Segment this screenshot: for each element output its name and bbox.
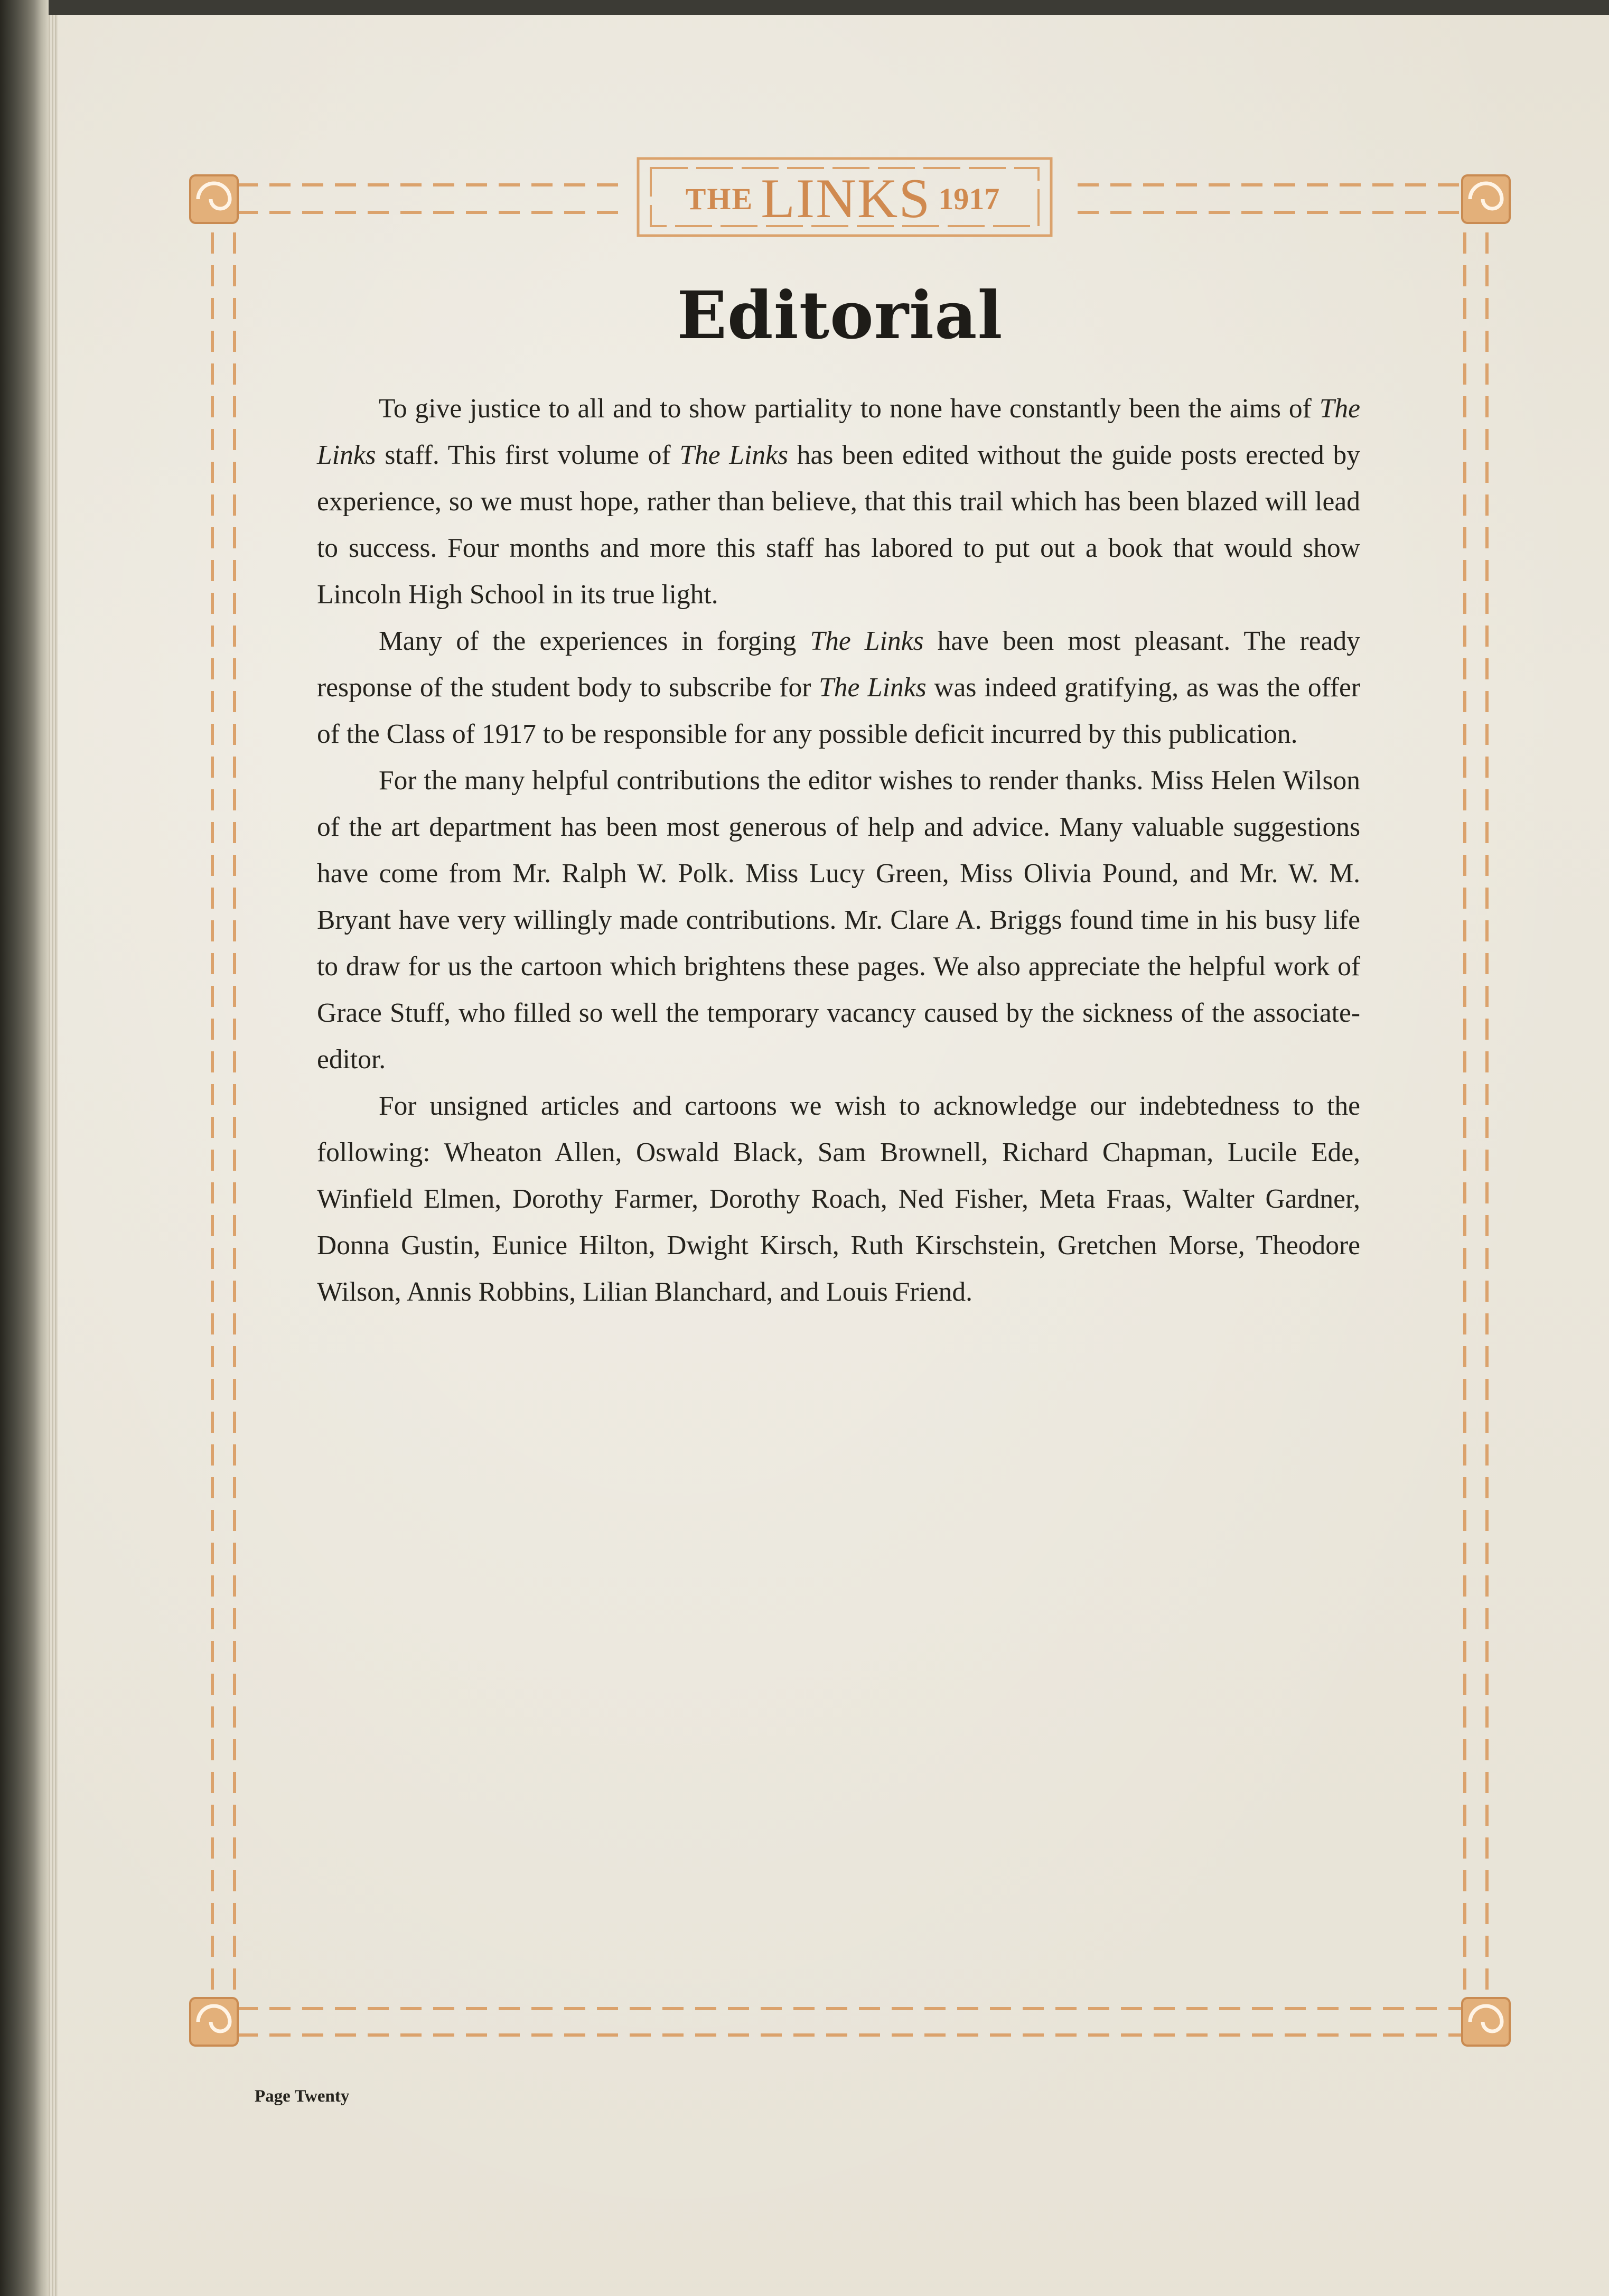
header-year: 1917 [938,181,1000,216]
paragraph-4: For unsigned articles and cartoons we wish to acknowledge our indebtedness to the following: Wheaton Allen, Oswald Black, Sam Brownell, Richard Chapman, Lucile Ede, Winfield Elmen, Dorothy Farmer, Dorothy Roach, Ned Fisher, Meta Fraas, Walter Gardner, Donna Gustin, Eunice Hilton, Dwight Kirsch, Ruth Kirschstein, Gretchen Morse, Theodore Wilson, Annis Robbins, Lilian Blanchard, and Louis Friend. [317,1091,1360,1307]
editorial-body [317,386,1360,1315]
text-run: was indeed gratifying, as was the offer of the Class of 1917 to be responsible for any possible deficit incurred by this publication. [317,673,1360,749]
text-run: staff. This first volume of [376,440,680,470]
header-the: THE [685,181,754,216]
publication-title: The Links [810,626,924,656]
text-run: Many of the experiences in forging [379,626,810,656]
text-run: have been most pleasant. The ready response of the student body to subscribe for [317,626,1360,703]
paragraph-1 [317,386,1360,618]
page-number: Page Twenty [255,2087,350,2106]
running-header [644,166,1041,231]
corner-ornament-bottom-left [190,1998,238,2046]
publication-title: The Links [679,440,788,470]
publication-title: The Links [819,673,927,703]
text-run: has been edited without the guide posts erected by experience, so we must hope, rather than believe, that this trail which has been blazed will lead to success. Four months and more this staff has labored to put out a book that would show Lincoln High School in its true light. [317,440,1360,610]
paragraph-3: For the many helpful contributions the editor wishes to render thanks. Miss Helen Wilson of the art department has been most generous of help and advice. Many valuable suggestions have come from Mr. Ralph W. Polk. Miss Lucy Green, Miss Olivia Pound, and Mr. W. M. Bryant have very willingly made contributions. Mr. Clare A. Briggs found time in his busy life to draw for us the cartoon which brightens these pages. We also appreciate the helpful work of Grace Stuff, who filled so well the temporary vacancy caused by the sickness of the associate-editor. [317,766,1360,1075]
header-links: LINKS [761,167,931,229]
corner-ornament-top-left [190,175,238,223]
publication-title: The Links [317,394,1360,470]
corner-ornament-bottom-right [1462,1998,1510,2046]
text-run: To give justice to all and to show partiality to none have constantly been the aims of [379,394,1320,424]
paragraph-2 [317,618,1360,758]
page-title: Editorial [677,277,1003,354]
corner-ornament-top-right [1462,175,1510,223]
